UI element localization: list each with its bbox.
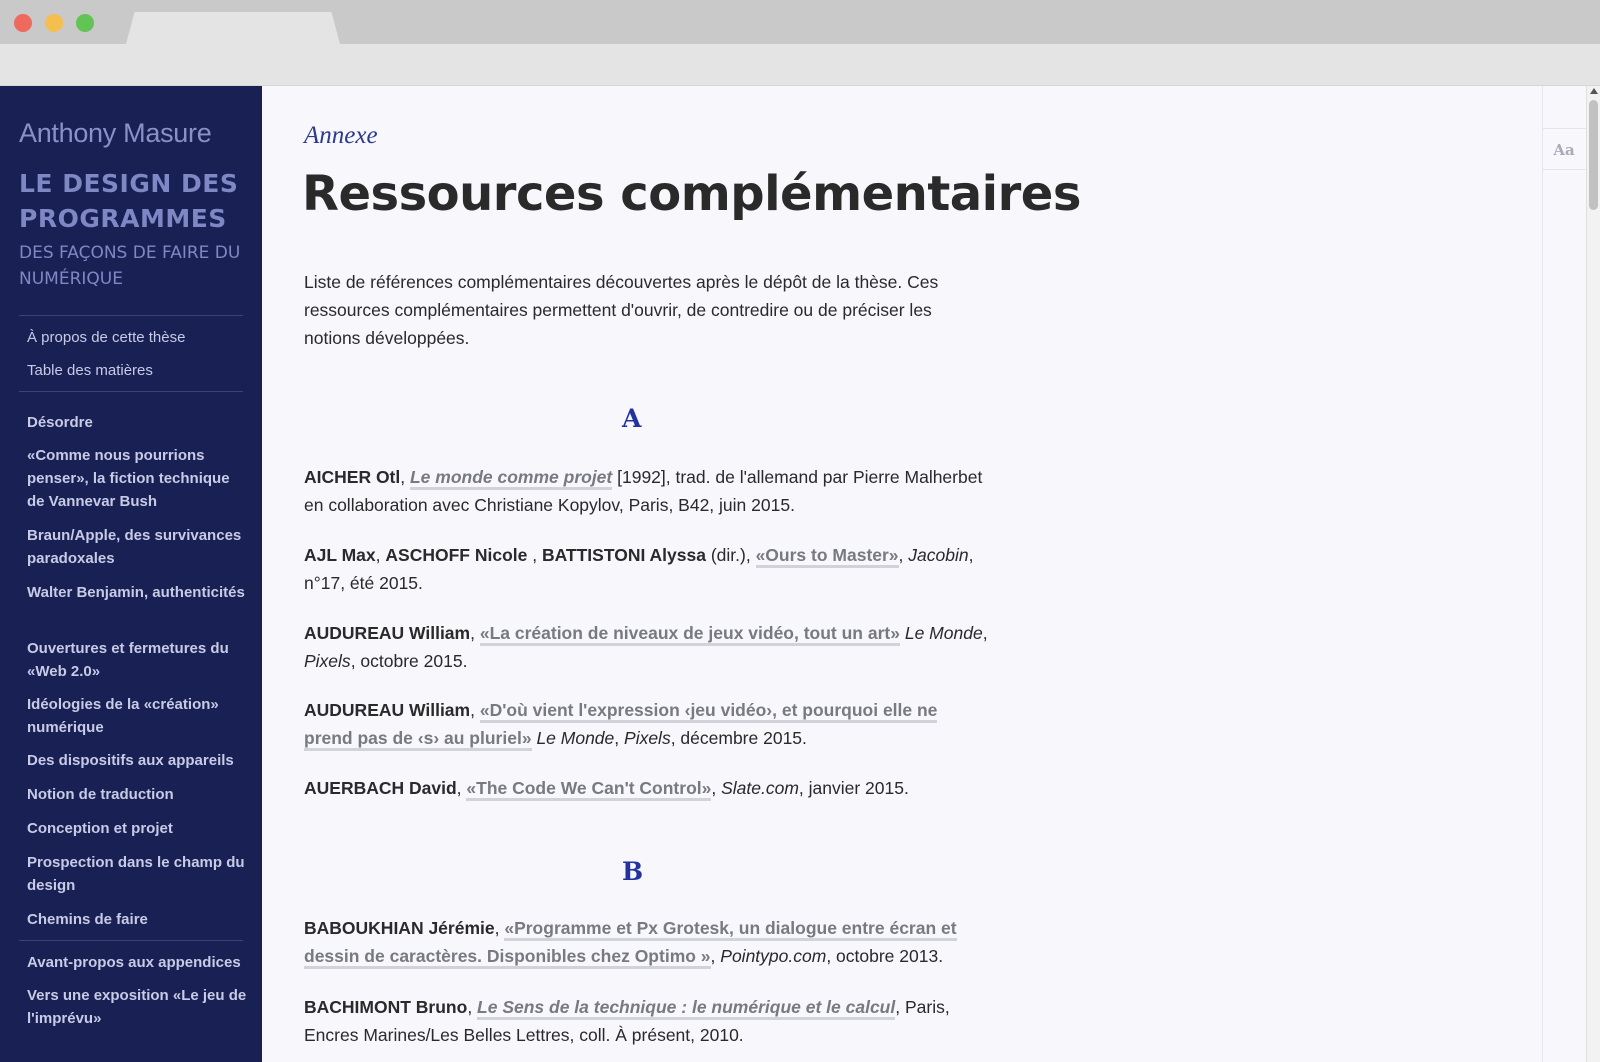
entry-text: ,: [494, 918, 505, 938]
entry-text: ,: [456, 778, 467, 798]
entry-author: BABOUKHIAN Jérémie: [304, 918, 495, 938]
font-settings-button[interactable]: Aa: [1542, 128, 1586, 170]
entry-section: Pixels: [304, 651, 351, 671]
right-gutter: [1542, 86, 1586, 1062]
sidebar-item-chapter[interactable]: Notion de traduction: [27, 786, 174, 803]
entry-author: AJL Max: [304, 545, 376, 565]
bibliography-entry: [304, 463, 989, 519]
sidebar-item-chapter[interactable]: Conception et projet: [27, 820, 173, 837]
entry-link[interactable]: «Programme et Px Grotesk, un dialogue entre écran et dessin de caractères. Disponibles chez Optimo »: [304, 918, 957, 969]
entry-text: [1992], trad. de l'allemand par Pierre Malherbet en collaboration avec Christiane Kopylov, Paris, B42, juin 2015.: [304, 467, 983, 515]
sidebar-item-chapter[interactable]: Désordre: [27, 414, 93, 431]
entry-author: AICHER Otl: [304, 467, 401, 487]
close-window-button[interactable]: [14, 14, 32, 32]
entry-text: ,: [614, 728, 625, 748]
entry-journal: Le Monde: [536, 728, 615, 748]
entry-author: AUDUREAU William: [304, 700, 471, 720]
entry-text: , décembre 2015.: [670, 728, 807, 748]
entry-link[interactable]: «Ours to Master»: [756, 545, 899, 568]
sidebar-item-appendix[interactable]: Avant-propos aux appendices: [27, 954, 241, 971]
entry-text: , janvier 2015.: [798, 778, 909, 798]
author-name[interactable]: Anthony Masure: [19, 118, 212, 148]
entry-section: Pixels: [624, 728, 671, 748]
entry-text: ,: [982, 623, 988, 643]
entry-author: ASCHOFF Nicole: [385, 545, 528, 565]
sidebar-item-about[interactable]: À propos de cette thèse: [27, 329, 186, 346]
page-viewport: [0, 86, 1600, 1062]
browser-tab[interactable]: [126, 12, 340, 44]
sidebar-divider: [19, 391, 243, 392]
book-subtitle[interactable]: DES FAÇONS DE FAIRE DU NUMÉRIQUE: [19, 243, 241, 289]
entry-text: ,: [898, 545, 909, 565]
scroll-up-arrow-icon[interactable]: [1590, 88, 1598, 94]
sidebar-divider: [19, 315, 243, 316]
page-title: Ressources complémentaires: [302, 166, 1081, 222]
entry-link[interactable]: «The Code We Can't Control»: [466, 778, 711, 801]
vertical-scrollbar[interactable]: [1586, 86, 1600, 1062]
sidebar-item-appendix[interactable]: Vers une exposition «Le jeu de l'imprévu»: [27, 987, 247, 1027]
entry-link[interactable]: «D'où vient l'expression ‹jeu vidéo›, et pourquoi elle ne prend pas de ‹s› au pluriel»: [304, 700, 937, 751]
entry-journal: Le Monde: [904, 623, 983, 643]
entry-text: , octobre 2013.: [826, 946, 944, 966]
sidebar-divider: [19, 940, 243, 941]
sidebar-item-chapter[interactable]: Idéologies de la «création» numérique: [27, 696, 219, 736]
book-title[interactable]: LE DESIGN DES PROGRAMMES: [19, 169, 239, 233]
letter-heading-b: B: [622, 857, 644, 886]
entry-author: BATTISTONI Alyssa: [541, 545, 706, 565]
bibliography-entry: [304, 914, 989, 970]
bibliography-entry: [304, 696, 989, 752]
bibliography-entry: [304, 774, 989, 802]
browser-toolbar: [0, 44, 1600, 86]
entry-text: ,: [711, 778, 722, 798]
entry-link[interactable]: Le monde comme projet: [410, 467, 612, 490]
maximize-window-button[interactable]: [76, 14, 94, 32]
entry-journal: Pointypo.com: [720, 946, 827, 966]
browser-titlebar: [0, 0, 1600, 44]
entry-text: ,: [470, 623, 480, 643]
sidebar-item-chapter[interactable]: Ouvertures et fermetures du «Web 2.0»: [27, 640, 229, 680]
entry-text: ,: [527, 545, 542, 565]
sidebar: [0, 86, 262, 1062]
entry-text: , Paris, Encres Marines/Les Belles Lettres, coll. À présent, 2010.: [304, 997, 950, 1045]
entry-text: ,: [467, 997, 478, 1017]
entry-text: , n°17, été 2015.: [304, 545, 974, 593]
entry-text: , octobre 2015.: [350, 651, 468, 671]
entry-text: ,: [400, 467, 410, 487]
letter-heading-a: A: [622, 404, 642, 433]
sidebar-item-chapter[interactable]: Walter Benjamin, authenticités: [27, 584, 245, 601]
intro-paragraph: Liste de références complémentaires découvertes après le dépôt de la thèse. Ces ressources complémentaires permettent d'ouvrir, de contredire ou de préciser les notions développées.: [304, 272, 939, 348]
minimize-window-button[interactable]: [45, 14, 63, 32]
main-content: [262, 86, 1542, 1062]
entry-link[interactable]: Le Sens de la technique : le numérique et le calcul: [477, 997, 895, 1020]
entry-journal: Jacobin: [908, 545, 969, 565]
bibliography-entry: [304, 993, 989, 1049]
section-kicker: Annexe: [304, 122, 378, 149]
bibliography-entry: [304, 541, 989, 597]
scrollbar-thumb[interactable]: [1589, 100, 1598, 210]
sidebar-item-toc[interactable]: Table des matières: [27, 362, 153, 379]
sidebar-item-chapter[interactable]: Des dispositifs aux appareils: [27, 752, 234, 769]
entry-author: AUDUREAU William: [304, 623, 471, 643]
entry-link[interactable]: «La création de niveaux de jeux vidéo, tout un art»: [480, 623, 900, 646]
entry-author: AUERBACH David: [304, 778, 457, 798]
sidebar-item-chapter[interactable]: «Comme nous pourrions penser», la fiction technique de Vannevar Bush: [27, 447, 230, 510]
sidebar-item-chapter[interactable]: Braun/Apple, des survivances paradoxales: [27, 527, 242, 567]
entry-journal: Slate.com: [721, 778, 799, 798]
bibliography-entry: [304, 619, 989, 675]
entry-text: ,: [710, 946, 721, 966]
sidebar-item-chapter[interactable]: Prospection dans le champ du design: [27, 854, 245, 894]
entry-text: ,: [470, 700, 480, 720]
entry-text: (dir.),: [705, 545, 756, 565]
entry-text: ,: [375, 545, 386, 565]
entry-author: BACHIMONT Bruno: [304, 997, 468, 1017]
sidebar-item-chapter[interactable]: Chemins de faire: [27, 911, 148, 928]
